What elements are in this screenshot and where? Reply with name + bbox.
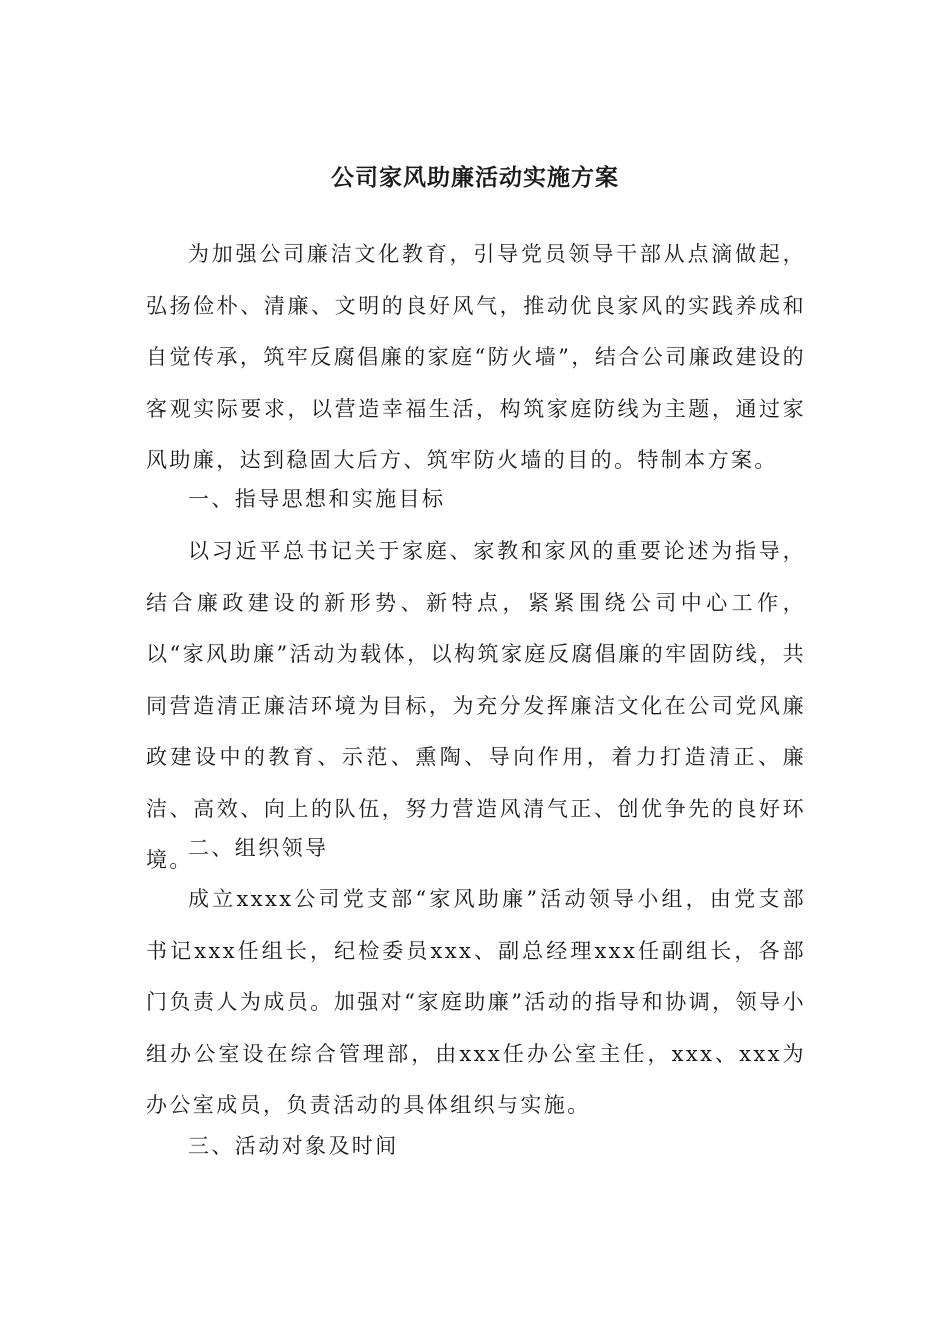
intro-paragraph: 为加强公司廉洁文化教育，引导党员领导干部从点滴做起，弘扬俭朴、清廉、文明的良好风气，推动优良家风的实践养成和自觉传承，筑牢反腐倡廉的家庭“防火墙”，结合公司廉政建设的客观实际要求，以营造幸福生活，构筑家庭防线为主题，通过家风助廉，达到稳固大后方、筑牢防火墙的目的。特制本方案。 — [146, 242, 806, 472]
section-2-paragraph: 成立xxxx公司党支部“家风助廉”活动领导小组，由党支部书记xxx任组长，纪检委员xxx、副总经理xxx任副组长，各部门负责人为成员。加强对“家庭助廉”活动的指导和协调，领导小组办公室设在综合管理部，由xxx任办公室主任，xxx、xxx为办公室成员，负责活动的具体组织与实施。 — [146, 887, 806, 1117]
section-1-paragraph: 以习近平总书记关于家庭、家教和家风的重要论述为指导，结合廉政建设的新形势、新特点，紧紧围绕公司中心工作，以“家风助廉”活动为载体，以构筑家庭反腐倡廉的牢固防线，共同营造清正廉洁环境为目标，为充分发挥廉洁文化在公司党风廉政建设中的教育、示范、熏陶、导向作用，着力打造清正、廉洁、高效、向上的队伍，努力营造风清气正、创优争先的良好环境。 — [146, 539, 806, 872]
section-1-heading: 一、指导思想和实施目标 — [188, 487, 446, 511]
document-title: 公司家风助廉活动实施方案 — [331, 164, 619, 191]
section-2-heading: 二、组织领导 — [188, 836, 329, 860]
section-3-heading: 三、活动对象及时间 — [188, 1134, 399, 1158]
